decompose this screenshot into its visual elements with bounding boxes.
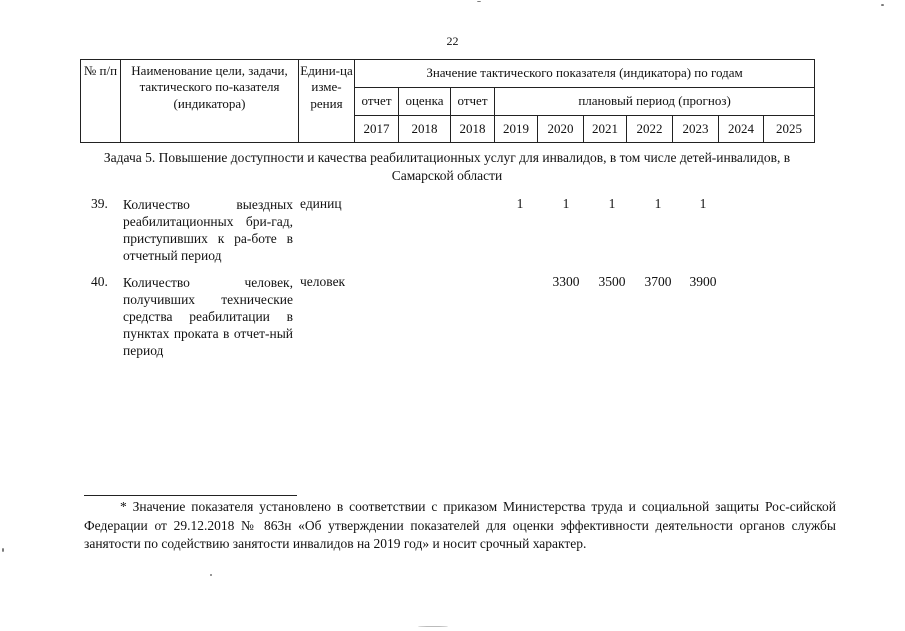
row-indicator-name: Количество выездных реабилитационных бри-гад, приступивших к ра-боте в отчетный период — [123, 197, 293, 263]
row-unit: единиц — [300, 196, 342, 211]
row-value-2019: 1 — [516, 196, 524, 211]
scan-speck — [2, 548, 4, 552]
scan-speck — [477, 1, 481, 2]
row-number: 40. — [91, 274, 108, 289]
row-value-2023: 1 — [699, 196, 707, 211]
header-report: отчет — [451, 88, 495, 116]
header-values: Значение тактического показателя (индикатора) по годам — [355, 60, 815, 88]
task-title: Задача 5. Повышение доступности и качества реабилитационных услуг для инвалидов, в том числе детей-инвалидов, в Самарской области — [103, 150, 791, 183]
header-year: 2017 — [355, 116, 399, 143]
footnote-separator — [84, 495, 297, 496]
header-name: Наименование цели, задачи, тактического по-казателя (индикатора) — [121, 60, 299, 143]
header-year: 2023 — [673, 116, 719, 143]
row-value-2022: 1 — [654, 196, 662, 211]
header-year: 2019 — [495, 116, 538, 143]
header-year: 2024 — [719, 116, 764, 143]
page-number: 22 — [446, 34, 459, 48]
row-value-2023: 3900 — [689, 274, 717, 289]
scan-speck — [881, 4, 884, 6]
row-value-2020: 1 — [562, 196, 570, 211]
header-estimate: оценка — [399, 88, 451, 116]
indicator-table-header — [80, 59, 815, 143]
header-planned-period: плановый период (прогноз) — [495, 88, 815, 116]
row-unit: человек — [300, 274, 346, 289]
header-year: 2018 — [451, 116, 495, 143]
row-value-2020: 3300 — [552, 274, 580, 289]
scan-speck — [210, 574, 212, 576]
scan-speck — [418, 626, 448, 627]
header-year: 2021 — [584, 116, 627, 143]
header-number: № п/п — [81, 60, 121, 143]
header-report: отчет — [355, 88, 399, 116]
row-value-2022: 3700 — [644, 274, 672, 289]
header-unit: Едини-ца изме-рения — [299, 60, 355, 143]
row-value-2021: 3500 — [598, 274, 626, 289]
row-value-2021: 1 — [608, 196, 616, 211]
header-year: 2025 — [764, 116, 815, 143]
row-indicator-name: Количество человек, получивших технические средства реабилитации в пунктах проката в отчет-ный период — [123, 275, 293, 358]
footnote: * Значение показателя установлено в соответствии с приказом Министерства труда и социальной защиты Рос-сийской Федерации от 29.12.2018 № 863н «Об утверждении показателей для оценки эффективности деятельности органов службы занятости по содействию занятости инвалидов на 2019 год» и носит срочный характер. — [84, 499, 836, 551]
header-year: 2018 — [399, 116, 451, 143]
header-year: 2020 — [538, 116, 584, 143]
header-year: 2022 — [627, 116, 673, 143]
row-number: 39. — [91, 196, 108, 211]
